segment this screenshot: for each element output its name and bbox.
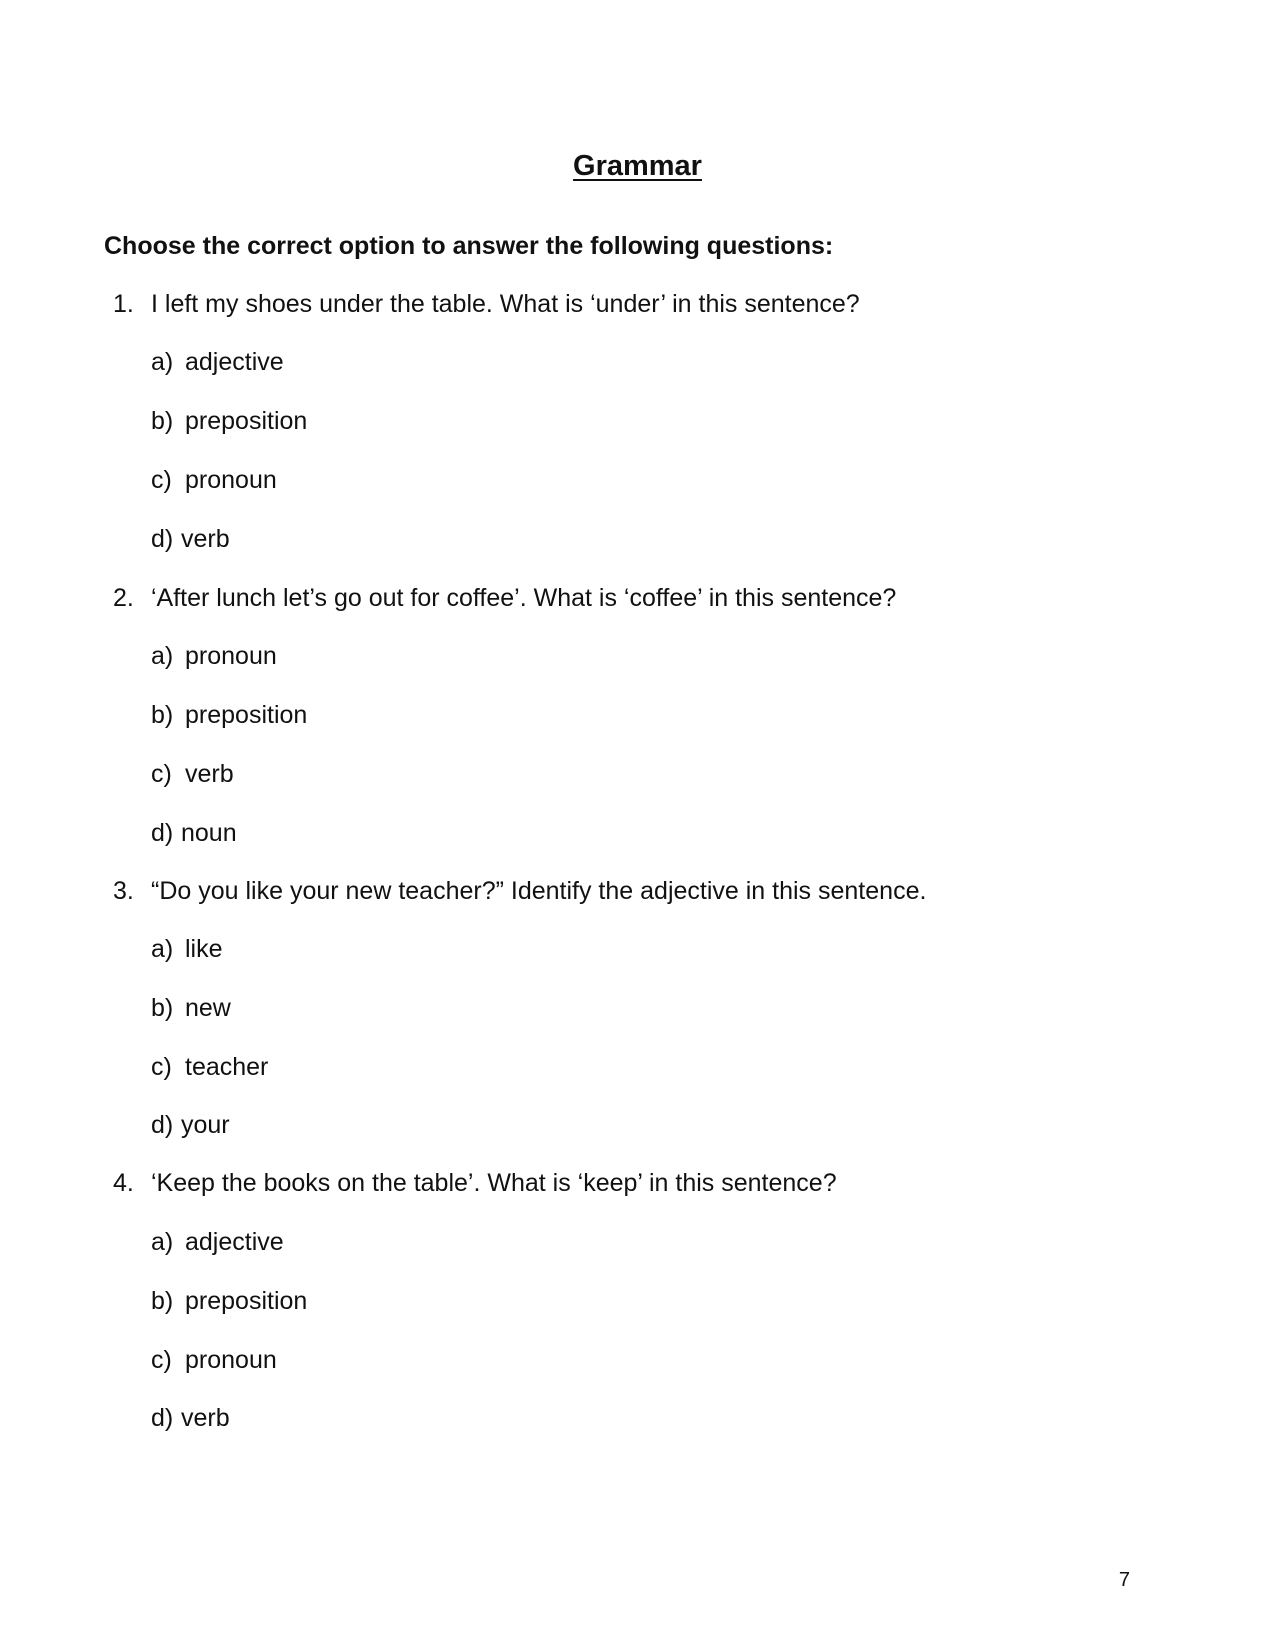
option-text: pronoun (185, 642, 277, 670)
option-text: preposition (185, 407, 308, 435)
page-title-text: Grammar (573, 150, 702, 182)
question-1-option-b (151, 405, 307, 437)
option-text: pronoun (185, 466, 277, 494)
option-text: new (185, 994, 231, 1022)
question-2 (113, 582, 1163, 614)
question-4-option-d (151, 1402, 230, 1434)
question-2-option-d (151, 817, 237, 849)
option-text: your (181, 1111, 230, 1139)
question-text: I left my shoes under the table. What is ‘under’ in this sentence? (151, 290, 860, 318)
option-letter: b) (151, 1287, 174, 1315)
question-number: 4. (113, 1169, 134, 1197)
question-3-option-b (151, 992, 231, 1024)
question-text: ‘After lunch let’s go out for coffee’. What is ‘coffee’ in this sentence? (151, 584, 897, 612)
option-letter: a) (151, 642, 174, 670)
question-3 (113, 875, 1163, 907)
question-1-option-d (151, 523, 230, 555)
question-2-option-b (151, 699, 307, 731)
page-title (0, 148, 1275, 184)
option-text: preposition (185, 701, 308, 729)
question-number: 3. (113, 877, 134, 905)
option-letter: d) (151, 1111, 174, 1139)
option-letter: d) (151, 1404, 174, 1432)
question-2-option-a (151, 640, 277, 672)
page-number: 7 (1118, 1569, 1130, 1591)
question-4-option-b (151, 1285, 307, 1317)
option-letter: c) (151, 1053, 172, 1081)
question-1-option-a (151, 346, 284, 378)
option-text: adjective (185, 1228, 284, 1256)
question-number: 1. (113, 290, 134, 318)
instruction-text: Choose the correct option to answer the following questions: (104, 232, 834, 260)
option-text: like (185, 935, 223, 963)
question-text: ‘Keep the books on the table’. What is ‘keep’ in this sentence? (151, 1169, 837, 1197)
question-3-option-d (151, 1109, 230, 1141)
question-4 (113, 1167, 1163, 1199)
option-letter: c) (151, 1346, 172, 1374)
option-letter: a) (151, 935, 174, 963)
option-letter: b) (151, 701, 174, 729)
option-text: noun (181, 819, 237, 847)
question-4-option-c (151, 1344, 277, 1376)
option-text: verb (185, 760, 234, 788)
option-letter: a) (151, 1228, 174, 1256)
option-text: teacher (185, 1053, 269, 1081)
option-text: verb (181, 1404, 230, 1432)
option-text: pronoun (185, 1346, 277, 1374)
option-letter: a) (151, 348, 174, 376)
question-4-option-a (151, 1226, 284, 1258)
question-number: 2. (113, 584, 134, 612)
option-letter: b) (151, 994, 174, 1022)
question-1 (113, 288, 1163, 320)
question-text: “Do you like your new teacher?” Identify the adjective in this sentence. (151, 877, 927, 905)
option-letter: c) (151, 760, 172, 788)
option-letter: b) (151, 407, 174, 435)
option-text: verb (181, 525, 230, 553)
question-2-option-c (151, 758, 234, 790)
question-1-option-c (151, 464, 277, 496)
option-letter: d) (151, 819, 174, 847)
option-letter: d) (151, 525, 174, 553)
option-text: adjective (185, 348, 284, 376)
option-letter: c) (151, 466, 172, 494)
question-3-option-c (151, 1051, 268, 1083)
option-text: preposition (185, 1287, 308, 1315)
question-3-option-a (151, 933, 223, 965)
